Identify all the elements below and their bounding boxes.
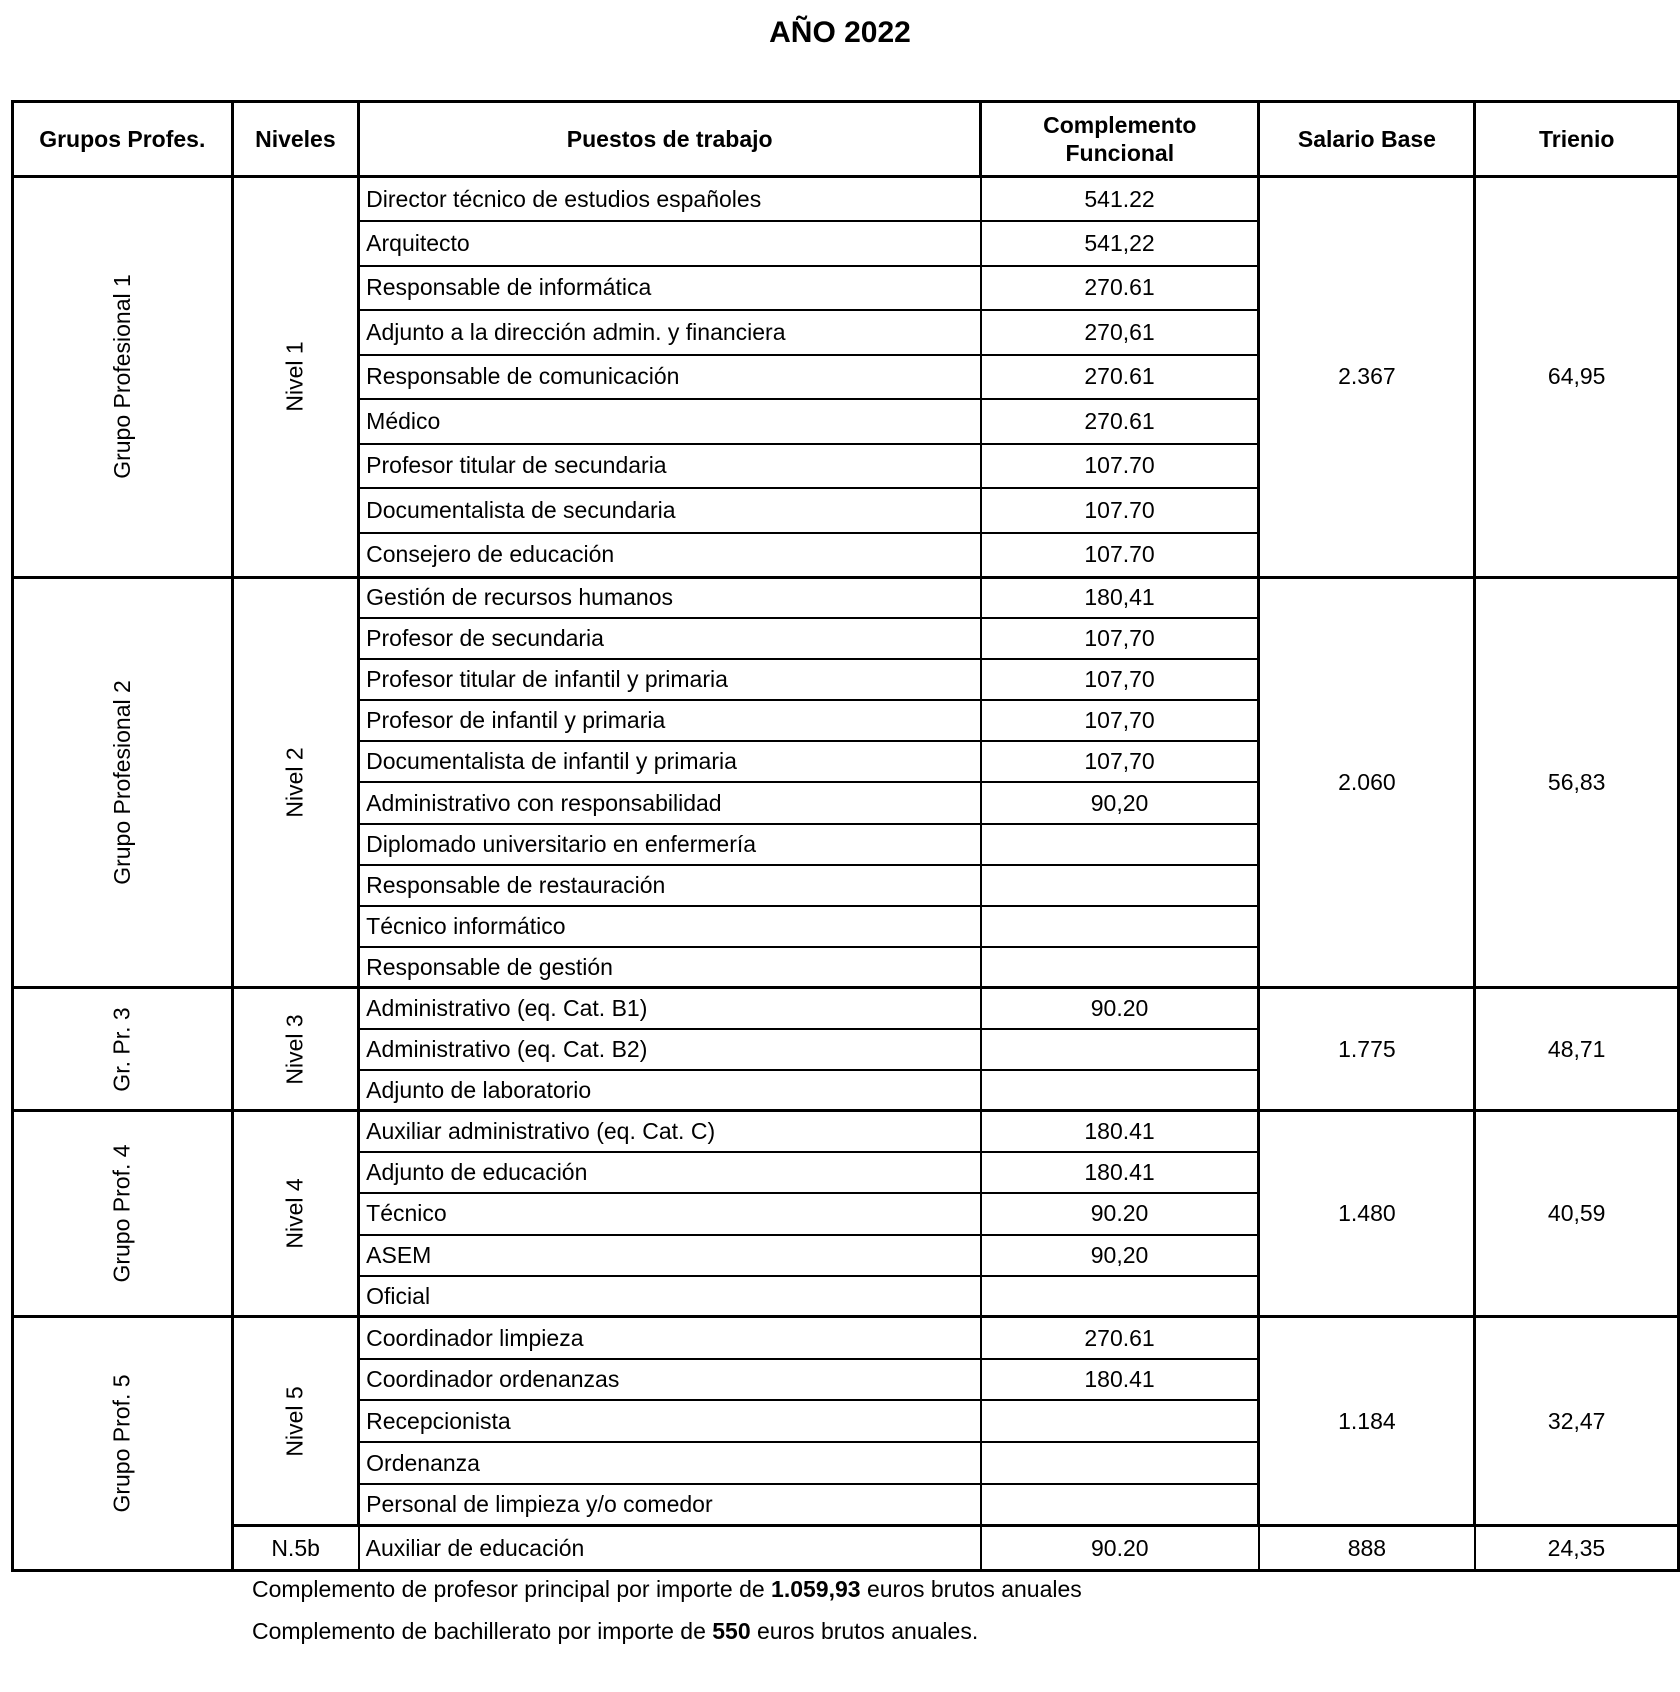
group-cell [13, 177, 233, 578]
job-title: Técnico informático [359, 906, 981, 947]
header-complemento: Complemento Funcional [981, 102, 1259, 177]
complemento-value: 107.70 [981, 533, 1259, 578]
trienio-value: 64,95 [1475, 177, 1679, 578]
group-cell [13, 1317, 233, 1571]
group-cell [13, 988, 233, 1111]
salario-value: 1.184 [1259, 1317, 1475, 1526]
trienio-value: 48,71 [1475, 988, 1679, 1111]
trienio-value: 56,83 [1475, 577, 1679, 988]
complemento-value [981, 1400, 1259, 1442]
job-title: Adjunto de educación [359, 1152, 981, 1193]
level-label: Nivel 1 [281, 341, 308, 412]
group-label: Gr. Pr. 3 [108, 1007, 135, 1092]
job-title: Responsable de gestión [359, 947, 981, 988]
salario-value: 2.060 [1259, 577, 1475, 988]
job-title: Arquitecto [359, 221, 981, 266]
job-title: Administrativo con responsabilidad [359, 782, 981, 823]
job-title: Profesor de infantil y primaria [359, 700, 981, 741]
header-niveles: Niveles [232, 102, 359, 177]
note-1: Complemento de profesor principal por importe de 1.059,93 euros brutos anuales [252, 1576, 1082, 1602]
complemento-value [981, 906, 1259, 947]
complemento-value: 90.20 [981, 1526, 1259, 1571]
complemento-value: 107,70 [981, 700, 1259, 741]
job-title: Responsable de restauración [359, 865, 981, 906]
complemento-value: 107,70 [981, 618, 1259, 659]
header-puestos: Puestos de trabajo [359, 102, 981, 177]
header-trienio: Trienio [1475, 102, 1679, 177]
level-label: Nivel 2 [281, 747, 308, 818]
level-cell [232, 1317, 359, 1526]
complemento-value: 180.41 [981, 1152, 1259, 1193]
table-row [13, 1317, 1679, 1359]
job-title: Adjunto a la dirección admin. y financiera [359, 310, 981, 355]
complemento-value: 270.61 [981, 355, 1259, 400]
salary-table [11, 100, 1680, 1572]
complemento-value [981, 1442, 1259, 1484]
level-label: Nivel 4 [281, 1178, 308, 1250]
complemento-value [981, 1029, 1259, 1070]
trienio-value: 24,35 [1475, 1526, 1679, 1571]
job-title: Administrativo (eq. Cat. B2) [359, 1029, 981, 1070]
job-title: Profesor titular de secundaria [359, 444, 981, 489]
job-title: Director técnico de estudios españoles [359, 177, 981, 222]
salario-value: 2.367 [1259, 177, 1475, 578]
complemento-value [981, 824, 1259, 865]
level-label: Nivel 5 [281, 1386, 308, 1457]
job-title: Gestión de recursos humanos [359, 577, 981, 618]
complemento-value: 270.61 [981, 1317, 1259, 1359]
level-cell: N.5b [232, 1526, 359, 1571]
level-cell [232, 988, 359, 1111]
job-title: Ordenanza [359, 1442, 981, 1484]
complemento-value: 180,41 [981, 577, 1259, 618]
level-label: Nivel 3 [281, 1014, 308, 1085]
complemento-value: 270.61 [981, 399, 1259, 444]
complemento-value: 180.41 [981, 1359, 1259, 1401]
complemento-value: 107.70 [981, 444, 1259, 489]
job-title: Responsable de informática [359, 266, 981, 311]
complemento-value: 90.20 [981, 1193, 1259, 1234]
job-title: Técnico [359, 1193, 981, 1234]
job-title: Profesor titular de infantil y primaria [359, 659, 981, 700]
level-cell [232, 177, 359, 578]
note-2: Complemento de bachillerato por importe de 550 euros brutos anuales. [252, 1618, 979, 1644]
job-title: Administrativo (eq. Cat. B1) [359, 988, 981, 1029]
level-cell [232, 1111, 359, 1317]
job-title: Auxiliar de educación [359, 1526, 981, 1571]
complemento-value: 90,20 [981, 1235, 1259, 1276]
job-title: Coordinador limpieza [359, 1317, 981, 1359]
job-title: Auxiliar administrativo (eq. Cat. C) [359, 1111, 981, 1152]
group-cell [13, 1111, 233, 1317]
complemento-value: 90.20 [981, 988, 1259, 1029]
job-title: Oficial [359, 1276, 981, 1317]
complemento-value [981, 1070, 1259, 1111]
group-label: Grupo Prof. 4 [108, 1144, 135, 1283]
job-title: Profesor de secundaria [359, 618, 981, 659]
header-row [13, 102, 1679, 177]
complemento-value: 107,70 [981, 659, 1259, 700]
job-title: Documentalista de infantil y primaria [359, 741, 981, 782]
job-title: Recepcionista [359, 1400, 981, 1442]
complemento-value: 270.61 [981, 266, 1259, 311]
complemento-value: 90,20 [981, 782, 1259, 823]
table-row [13, 1526, 1679, 1571]
complemento-value [981, 947, 1259, 988]
group-label: Grupo Profesional 2 [108, 680, 135, 885]
trienio-value: 32,47 [1475, 1317, 1679, 1526]
table-row [13, 988, 1679, 1029]
job-title: Coordinador ordenanzas [359, 1359, 981, 1401]
job-title: Diplomado universitario en enfermería [359, 824, 981, 865]
salario-value: 1.775 [1259, 988, 1475, 1111]
salario-value: 888 [1259, 1526, 1475, 1571]
job-title: Personal de limpieza y/o comedor [359, 1484, 981, 1526]
salario-value: 1.480 [1259, 1111, 1475, 1317]
complemento-value: 541.22 [981, 177, 1259, 222]
job-title: ASEM [359, 1235, 981, 1276]
trienio-value: 40,59 [1475, 1111, 1679, 1317]
complemento-value: 180.41 [981, 1111, 1259, 1152]
page-title: AÑO 2022 [769, 16, 911, 49]
group-cell [13, 577, 233, 988]
group-label: Grupo Profesional 1 [108, 274, 135, 480]
header-grupos: Grupos Profes. [13, 102, 233, 177]
header-salario: Salario Base [1259, 102, 1475, 177]
group-label: Grupo Prof. 5 [108, 1374, 135, 1513]
complemento-value [981, 1276, 1259, 1317]
table-row [13, 577, 1679, 618]
job-title: Adjunto de laboratorio [359, 1070, 981, 1111]
complemento-value [981, 1484, 1259, 1526]
level-cell [232, 577, 359, 988]
job-title: Médico [359, 399, 981, 444]
table-row [13, 1111, 1679, 1152]
complemento-value: 107,70 [981, 741, 1259, 782]
job-title: Documentalista de secundaria [359, 488, 981, 533]
job-title: Consejero de educación [359, 533, 981, 578]
job-title: Responsable de comunicación [359, 355, 981, 400]
table-row [13, 177, 1679, 222]
complemento-value [981, 865, 1259, 906]
complemento-value: 107.70 [981, 488, 1259, 533]
complemento-value: 541,22 [981, 221, 1259, 266]
complemento-value: 270,61 [981, 310, 1259, 355]
